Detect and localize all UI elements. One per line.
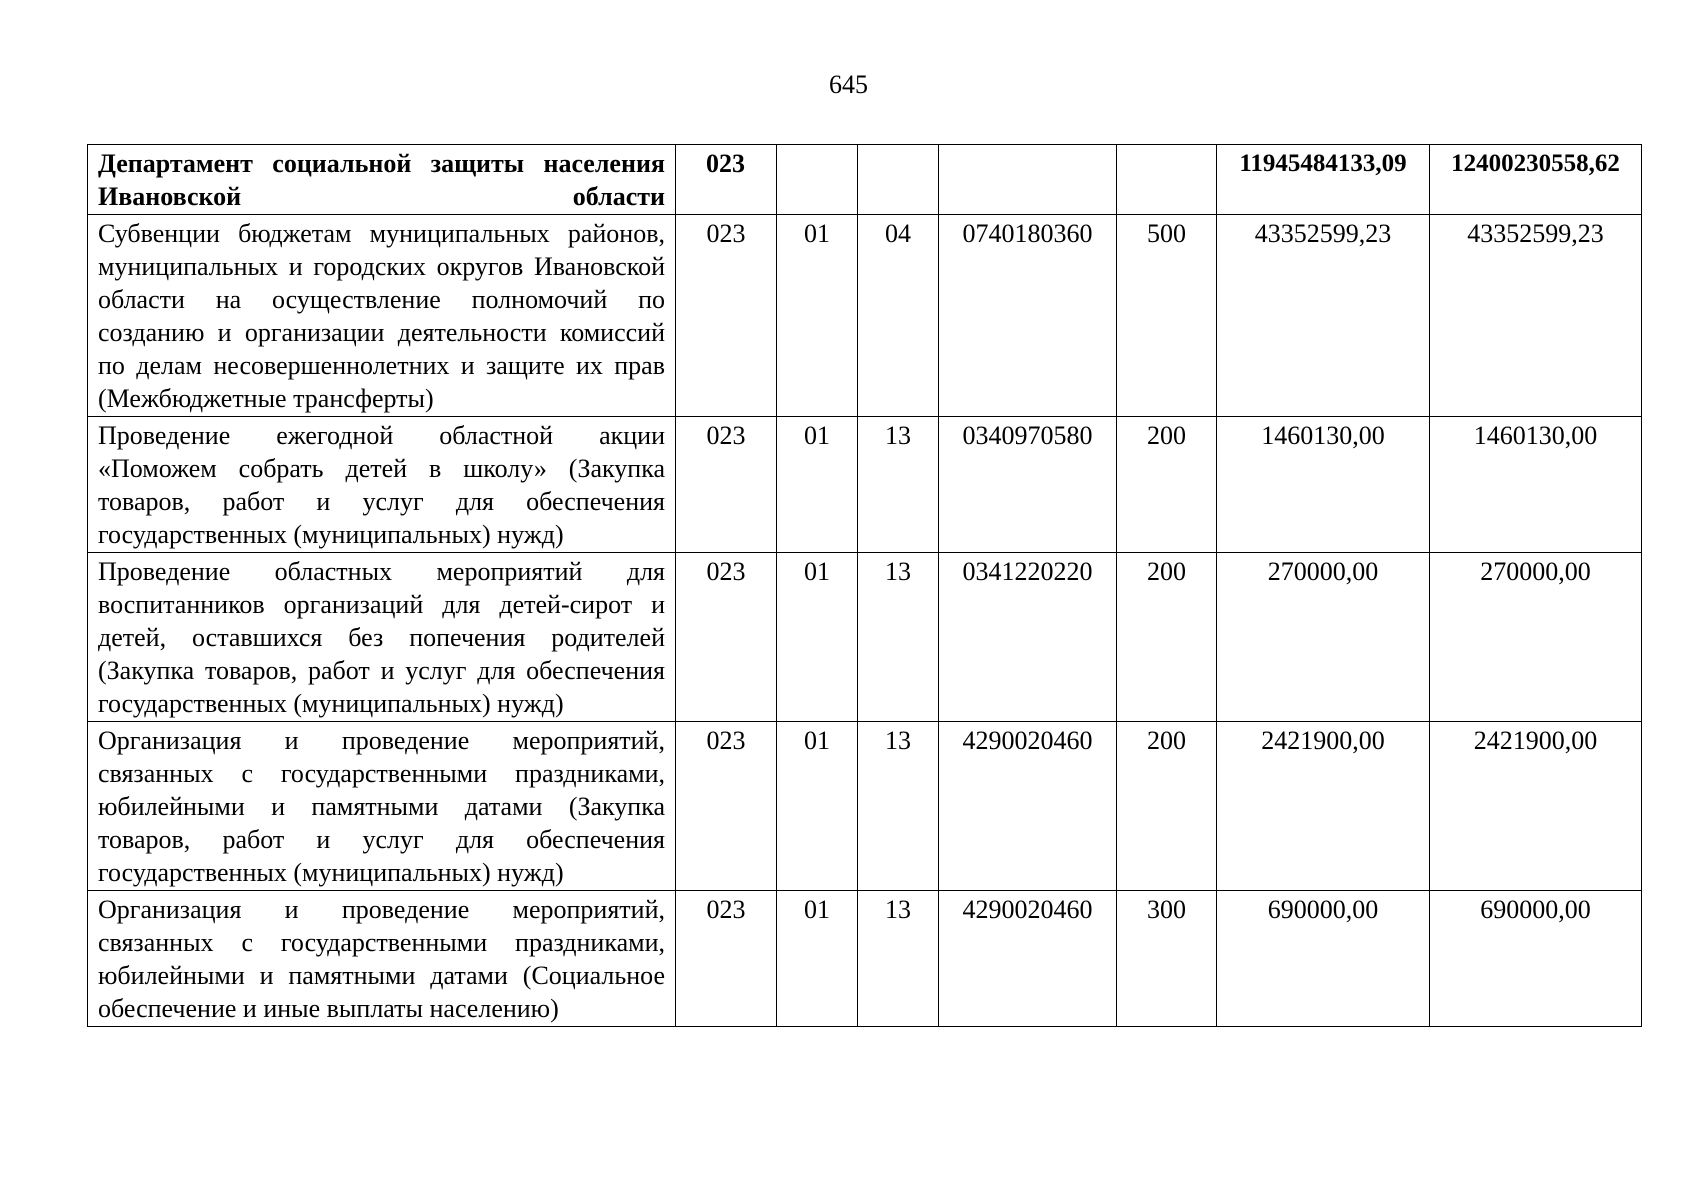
section-cell: 01 [777, 417, 858, 553]
target-article-cell [939, 145, 1117, 215]
section-cell [777, 145, 858, 215]
amount-year2-cell: 43352599,23 [1430, 215, 1642, 417]
amount-year1-cell: 1460130,00 [1217, 417, 1430, 553]
department-name-cell: Департамент социальной защиты населения Ивановской области [88, 145, 676, 215]
ministry-code-cell: 023 [676, 145, 777, 215]
expense-name-cell: Проведение областных мероприятий для воспитанников организаций для детей-сирот и детей, оставшихся без попечения родителей (Закупка товаров, работ и услуг для обеспечения государственных (муниципальных) нужд) [88, 553, 676, 722]
target-article-cell: 4290020460 [939, 722, 1117, 891]
section-cell: 01 [777, 553, 858, 722]
amount-year1-cell: 11945484133,09 [1217, 145, 1430, 215]
table-row [88, 891, 1642, 1027]
expense-type-cell: 200 [1117, 553, 1217, 722]
amount-year1-cell: 690000,00 [1217, 891, 1430, 1027]
amount-year2-cell: 1460130,00 [1430, 417, 1642, 553]
expense-name-cell: Организация и проведение мероприятий, связанных с государственными праздниками, юбилейными и памятными датами (Закупка товаров, работ и услуг для обеспечения государственных (муниципальных) нужд) [88, 722, 676, 891]
table-row [88, 553, 1642, 722]
amount-year1-cell: 2421900,00 [1217, 722, 1430, 891]
expense-name-cell: Организация и проведение мероприятий, связанных с государственными праздниками, юбилейными и памятными датами (Социальное обеспечение и иные выплаты населению) [88, 891, 676, 1027]
target-article-cell: 0341220220 [939, 553, 1117, 722]
expense-name-cell: Проведение ежегодной областной акции «Поможем собрать детей в школу» (Закупка товаров, работ и услуг для обеспечения государственных (муниципальных) нужд) [88, 417, 676, 553]
ministry-code-cell: 023 [676, 553, 777, 722]
amount-year2-cell: 270000,00 [1430, 553, 1642, 722]
amount-year1-cell: 43352599,23 [1217, 215, 1430, 417]
target-article-cell: 0740180360 [939, 215, 1117, 417]
ministry-code-cell: 023 [676, 215, 777, 417]
department-header-row [88, 145, 1642, 215]
subsection-cell: 04 [858, 215, 939, 417]
table-row [88, 722, 1642, 891]
amount-year1-cell: 270000,00 [1217, 553, 1430, 722]
table-row [88, 417, 1642, 553]
subsection-cell: 13 [858, 891, 939, 1027]
expense-type-cell: 500 [1117, 215, 1217, 417]
section-cell: 01 [777, 891, 858, 1027]
subsection-cell: 13 [858, 553, 939, 722]
ministry-code-cell: 023 [676, 722, 777, 891]
budget-table [87, 144, 1642, 1027]
expense-type-cell: 300 [1117, 891, 1217, 1027]
expense-type-cell [1117, 145, 1217, 215]
ministry-code-cell: 023 [676, 417, 777, 553]
target-article-cell: 4290020460 [939, 891, 1117, 1027]
amount-year2-cell: 2421900,00 [1430, 722, 1642, 891]
section-cell: 01 [777, 215, 858, 417]
page-number: 645 [829, 70, 868, 99]
table-row [88, 215, 1642, 417]
amount-year2-cell: 690000,00 [1430, 891, 1642, 1027]
amount-year2-cell: 12400230558,62 [1430, 145, 1642, 215]
subsection-cell: 13 [858, 417, 939, 553]
expense-type-cell: 200 [1117, 722, 1217, 891]
subsection-cell: 13 [858, 722, 939, 891]
expense-type-cell: 200 [1117, 417, 1217, 553]
ministry-code-cell: 023 [676, 891, 777, 1027]
target-article-cell: 0340970580 [939, 417, 1117, 553]
subsection-cell [858, 145, 939, 215]
expense-name-cell: Субвенции бюджетам муниципальных районов, муниципальных и городских округов Ивановской области на осуществление полномочий по созданию и организации деятельности комиссий по делам несовершеннолетних и защите их прав (Межбюджетные трансферты) [88, 215, 676, 417]
section-cell: 01 [777, 722, 858, 891]
